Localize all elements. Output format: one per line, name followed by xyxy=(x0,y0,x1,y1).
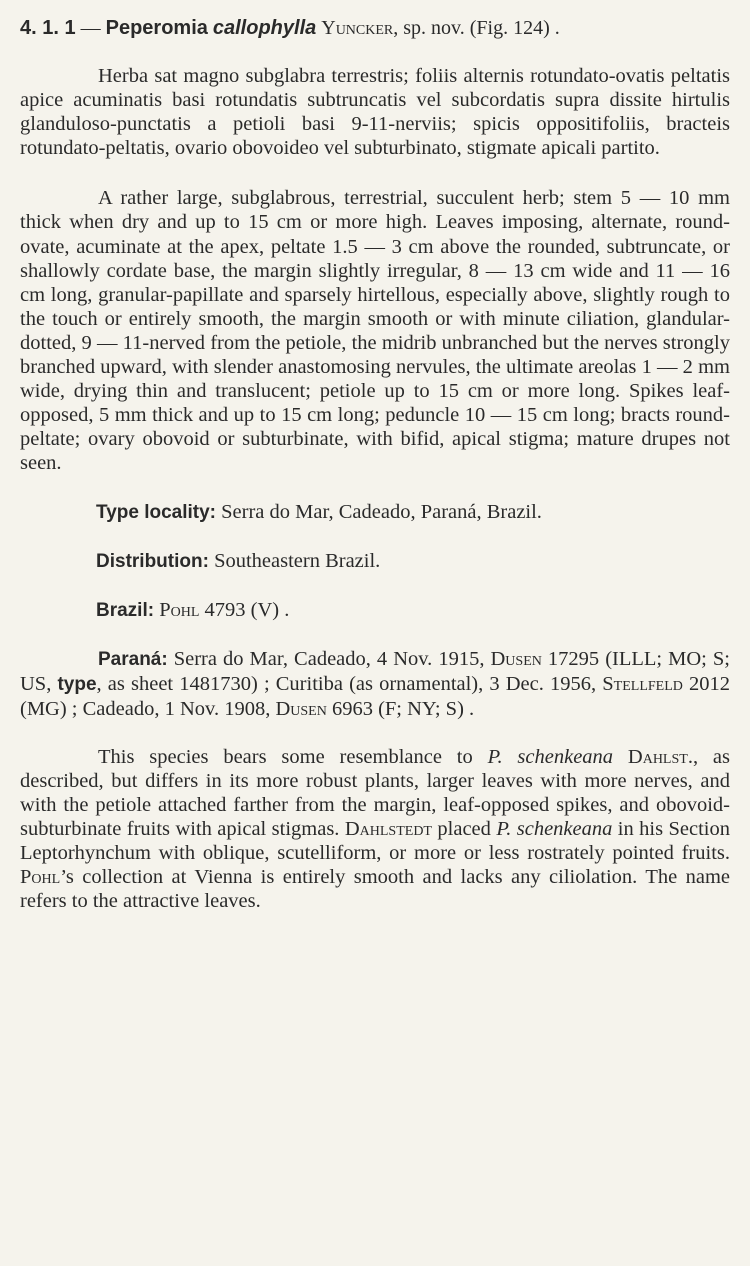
parana-text-2: 17295 (ILLL; MO; S; US, xyxy=(20,647,730,695)
discussion-text-1: This species bears some resemblance to xyxy=(98,745,488,768)
brazil-label: Brazil: xyxy=(96,599,155,621)
discussion-text-2: , as described, but differs in its more robust plants, larger leaves with more nerves, and with the petiole attached farther from the margin, leaf-opposed spikes, and obovoid-subturbinate fruits with apical stigmas. xyxy=(20,745,730,841)
type-locality-label: Type locality: xyxy=(96,501,217,523)
type-locality xyxy=(20,500,730,525)
parana-text-4: 2012 (MG) ; Cadeado, 1 Nov. 1908, xyxy=(20,672,730,720)
parana-specimens xyxy=(20,647,730,721)
distribution-value: Southeastern Brazil. xyxy=(208,549,381,572)
heading-rest: , sp. nov. (Fig. 124) . xyxy=(393,17,560,39)
brazil-value: 4793 (V) . xyxy=(199,598,290,621)
discussion-text-5: ’s collection at Vienna is entirely smooth and lacks any ciliolation. The name refers to the attractive leaves. xyxy=(20,866,730,913)
genus-name: Peperomia xyxy=(105,17,208,39)
species-heading xyxy=(20,14,730,42)
collector-dusen-2: Dusen xyxy=(275,697,327,720)
latin-description: Herba sat magno subglabra terrestris; foliis alternis rotundato-ovatis peltatis apice acuminatis basi rotundatis subtruncatis vel subcordatis supra dissite hirtulis glanduloso-punctatis a petioli basi 9-11-nerviis; spicis oppositifoliis, bracteis rotundato-peltatis, ovario obovoideo vel subturbinato, stigmate apicali partito. xyxy=(20,65,730,160)
type-locality-value: Serra do Mar, Cadeado, Paraná, Brazil. xyxy=(216,500,542,523)
author-ref-2: Dahlstedt xyxy=(344,818,432,841)
collector-dusen-1: Dusen xyxy=(490,647,542,670)
parana-text-1: Serra do Mar, Cadeado, 4 Nov. 1915, xyxy=(167,647,491,670)
parana-text-3: , as sheet 1481730) ; Curitiba (as ornamental), 3 Dec. 1956, xyxy=(96,672,603,695)
collector-stellfeld: Stellfeld xyxy=(602,672,683,695)
distribution-label: Distribution: xyxy=(96,550,209,572)
species-ref-1: P. schenkeana xyxy=(487,745,614,768)
discussion xyxy=(20,745,730,914)
author-name: Yuncker xyxy=(321,17,394,39)
discussion-text-4: in his Section Leptorhynchum with oblique, scutelliform, or more or less rostrately pointed fruits. xyxy=(20,818,730,865)
brazil-collector: Pohl xyxy=(159,598,200,621)
brazil-specimen xyxy=(20,598,730,623)
species-ref-2: P. schenkeana xyxy=(496,818,613,841)
heading-dash: — xyxy=(75,17,106,39)
species-number: 4. 1. 1 xyxy=(20,17,76,39)
type-word: type xyxy=(57,673,97,695)
species-epithet: callophylla xyxy=(212,17,317,39)
author-ref-1: Dahlst. xyxy=(627,745,693,768)
discussion-text-3: placed xyxy=(432,818,497,841)
distribution xyxy=(20,549,730,574)
parana-text-5: 6963 (F; NY; S) . xyxy=(326,697,475,720)
english-description: A rather large, subglabrous, terrestrial, succulent herb; stem 5 — 10 mm thick when dry and up to 15 cm or more high. Leaves imposing, alternate, round-ovate, acuminate at the apex, peltate 1.5 — 3 cm above the rounded, subtruncate, or shallowly cordate base, the margin slightly irregular, 8 — 13 cm wide and 11 — 16 cm long, granular-papillate and sparsely hirtellous, especially above, slightly rough to the touch or entirely smooth, the margin smooth or with minute ciliation, glandular-dotted, 9 — 11-nerved from the petiole, the midrib unbranched but the nerves strongly branched upward, with slender anastomosing nervules, the ultimate areolas 1 — 2 mm wide, drying thin and translucent; petiole up to 15 cm or more long. Spikes leaf-opposed, 5 mm thick and up to 15 cm long; peduncle 10 — 15 cm long; bracts round-peltate; ovary obovoid or subturbinate, with bifid, apical stigma; mature drupes not seen. xyxy=(20,187,730,475)
author-ref-3: Pohl xyxy=(20,866,61,889)
parana-label: Paraná: xyxy=(98,648,168,670)
